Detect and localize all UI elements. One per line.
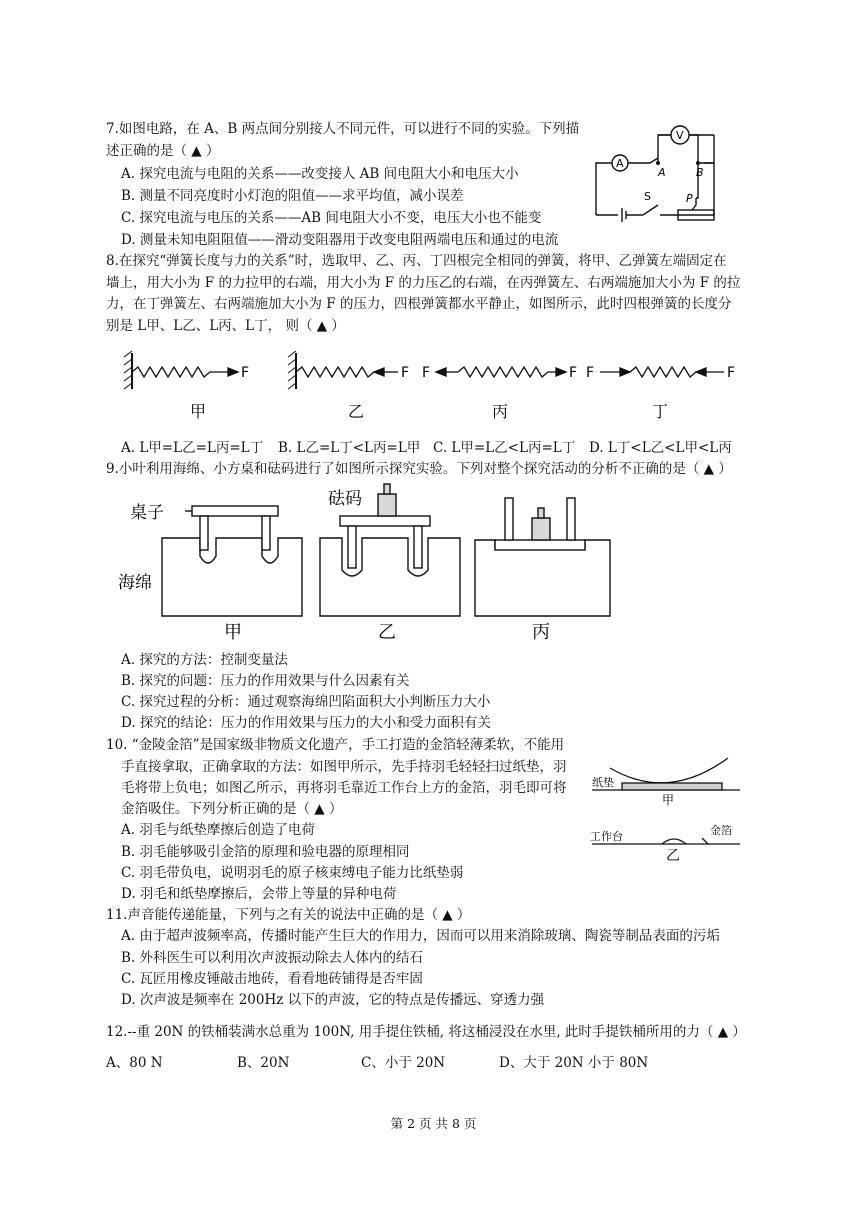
- q7-option-c: C. 探究电流与电压的关系——AB 间电阻大小不变，电压大小也不能变: [121, 210, 542, 226]
- q9-option-a: A. 探究的方法：控制变量法: [121, 652, 288, 668]
- fig-label-jia: 甲: [190, 402, 207, 421]
- page-footer: 第 2 页 共 8 页: [390, 1116, 477, 1131]
- q8-stem-line-3: 力，在丁弹簧左、右两端施加大小为 F 的压力，四根弹簧都水平静止，如图所示，此时四根弹簧的长度分: [106, 296, 732, 312]
- label-paper-pad: 纸垫: [592, 776, 614, 789]
- force-label-bing-left: F: [422, 365, 431, 381]
- force-label-bing-right: F: [569, 365, 578, 381]
- q7-option-b: B. 测量不同亮度时小灯泡的阻值——求平均值，减小误差: [121, 188, 464, 204]
- q8-stem-line-4: 别是 L甲、L乙、L丙、L丁， 则（ ▲ ）: [106, 318, 345, 334]
- q8-stem-line-2: 墙上，用大小为 F 的力拉甲的右端，用大小为 F 的力压乙的右端，在丙弹簧左、右两端施加大小为 F 的拉: [106, 275, 741, 291]
- q11-stem: 11.声音能传递能量，下列与之有关的说法中正确的是（ ▲ ）: [106, 907, 471, 923]
- q9-option-d: D. 探究的结论：压力的作用效果与压力的大小和受力面积有关: [121, 715, 491, 731]
- q12-stem: 12.--重 20N 的铁桶装满水总重为 100N, 用手提住铁桶, 将这桶浸没在水里, 此时手提铁桶所用的力（ ▲ ）: [106, 1024, 746, 1040]
- q9-option-c: C. 探究过程的分析：通过观察海绵凹陷面积大小判断压力大小: [121, 694, 491, 710]
- q10-option-a: A. 羽毛与纸垫摩擦后创造了电荷: [121, 822, 315, 838]
- q10-stem-line-2: 手直接拿取，正确拿取的方法：如图甲所示，先手持羽毛轻轻扫过纸垫，羽: [121, 759, 567, 775]
- q12-option-c: C、小于 20N: [361, 1055, 446, 1071]
- point-b-label: B: [696, 166, 704, 179]
- q10-gold-foil-diagram: [588, 752, 748, 864]
- q12-option-d: D、大于 20N 小于 80N: [499, 1055, 649, 1071]
- q12-option-a: A、80 N: [106, 1055, 163, 1071]
- q8-options: [121, 440, 732, 456]
- q11-option-a: A. 由于超声波频率高，传播时能产生巨大的作用力，因而可以用来消除玻璃、陶瓷等制品表面的污垢: [121, 928, 720, 944]
- q9-stem: 9.小叶利用海绵、小方桌和砝码进行了如图所示探究实验。下列对整个探究活动的分析不正确的是（ ▲ ）: [106, 461, 732, 477]
- q11-option-b: B. 外科医生可以利用次声波振动除去人体内的结石: [121, 950, 424, 966]
- force-label-ding-right: F: [727, 365, 736, 381]
- q10-option-b: B. 羽毛能够吸引金箔的原理和验电器的原理相同: [121, 844, 410, 860]
- force-label-yi: F: [401, 365, 410, 381]
- fig-label-bing: 丙: [532, 622, 550, 643]
- q8-stem-line-1: 8.在探究“弹簧长度与力的关系”时，选取甲、乙、丙、丁四根完全相同的弹簧，将甲、乙弹簧左端固定在: [106, 253, 727, 269]
- q10-option-c: C. 羽毛带负电，说明羽毛的原子核束缚电子能力比纸垫弱: [121, 865, 464, 881]
- q11-option-d: D. 次声波是频率在 200Hz 以下的声波，它的特点是传播远、穿透力强: [121, 992, 545, 1008]
- force-label-ding-left: F: [586, 365, 595, 381]
- q8-springs-diagram: [120, 345, 760, 425]
- q9-sponge-diagram: [110, 478, 630, 648]
- fig-label-bing: 丙: [492, 402, 509, 421]
- q8-option-d: D. L丁<L乙<L甲<L丙: [589, 440, 732, 456]
- switch-label: S: [644, 190, 651, 203]
- fig-label-jia: 甲: [224, 622, 242, 643]
- fig-label-ding: 丁: [652, 402, 669, 421]
- q7-option-d: D. 测量未知电阻阻值——滑动变阻器用于改变电阻两端电压和通过的电流: [121, 232, 559, 248]
- q10-option-d: D. 羽毛和纸垫摩擦后，会带上等量的异种电荷: [121, 886, 397, 902]
- q8-option-b: B. L乙=L丁<L丙=L甲: [278, 440, 421, 456]
- q8-option-a: A. L甲=L乙=L丙=L丁: [121, 440, 264, 456]
- label-fig-jia: 甲: [662, 793, 675, 807]
- q10-stem-line-1: 10. “金陵金箔”是国家级非物质文化遗产，手工打造的金箔轻薄柔软，不能用: [106, 737, 565, 753]
- label-fig-yi: 乙: [666, 848, 680, 864]
- q10-stem-line-3: 毛将带上负电；如图乙所示，再将羽毛靠近工作台上方的金箔，羽毛即可将: [121, 780, 567, 796]
- label-table: 桌子: [130, 503, 164, 523]
- ammeter-label: A: [616, 157, 624, 170]
- q11-option-c: C. 瓦匠用橡皮锤敲击地砖，看看地砖铺得是否牢固: [121, 971, 423, 987]
- slider-label: P: [686, 192, 693, 205]
- q7-stem-line-2: 述正确的是（ ▲ ）: [106, 143, 220, 159]
- q8-option-c: C. L甲=L乙<L丙=L丁: [433, 440, 576, 456]
- label-sponge: 海绵: [118, 573, 152, 593]
- q7-stem-line-1: 7.如图电路，在 A、B 两点间分别接人不同元件，可以进行不同的实验。下列描: [106, 121, 580, 137]
- fig-label-yi: 乙: [348, 402, 365, 421]
- label-workbench: 工作台: [590, 830, 623, 843]
- q10-stem-line-4: 金箔吸住。下列分析正确的是（ ▲ ）: [121, 801, 343, 817]
- q9-option-b: B. 探究的问题：压力的作用效果与什么因素有关: [121, 673, 410, 689]
- point-a-label: A: [658, 166, 666, 179]
- voltmeter-label: V: [676, 129, 684, 142]
- q12-option-b: B、20N: [237, 1055, 290, 1071]
- label-gold-foil: 金箔: [710, 824, 732, 837]
- q12-options: [106, 1055, 648, 1071]
- fig-label-yi: 乙: [378, 622, 396, 643]
- q7-circuit-diagram: [588, 120, 738, 225]
- force-label-jia: F: [241, 365, 250, 381]
- q7-option-a: A. 探究电流与电阻的关系——改变接人 AB 间电阻大小和电压大小: [121, 166, 519, 182]
- label-weight: 砝码: [328, 489, 362, 509]
